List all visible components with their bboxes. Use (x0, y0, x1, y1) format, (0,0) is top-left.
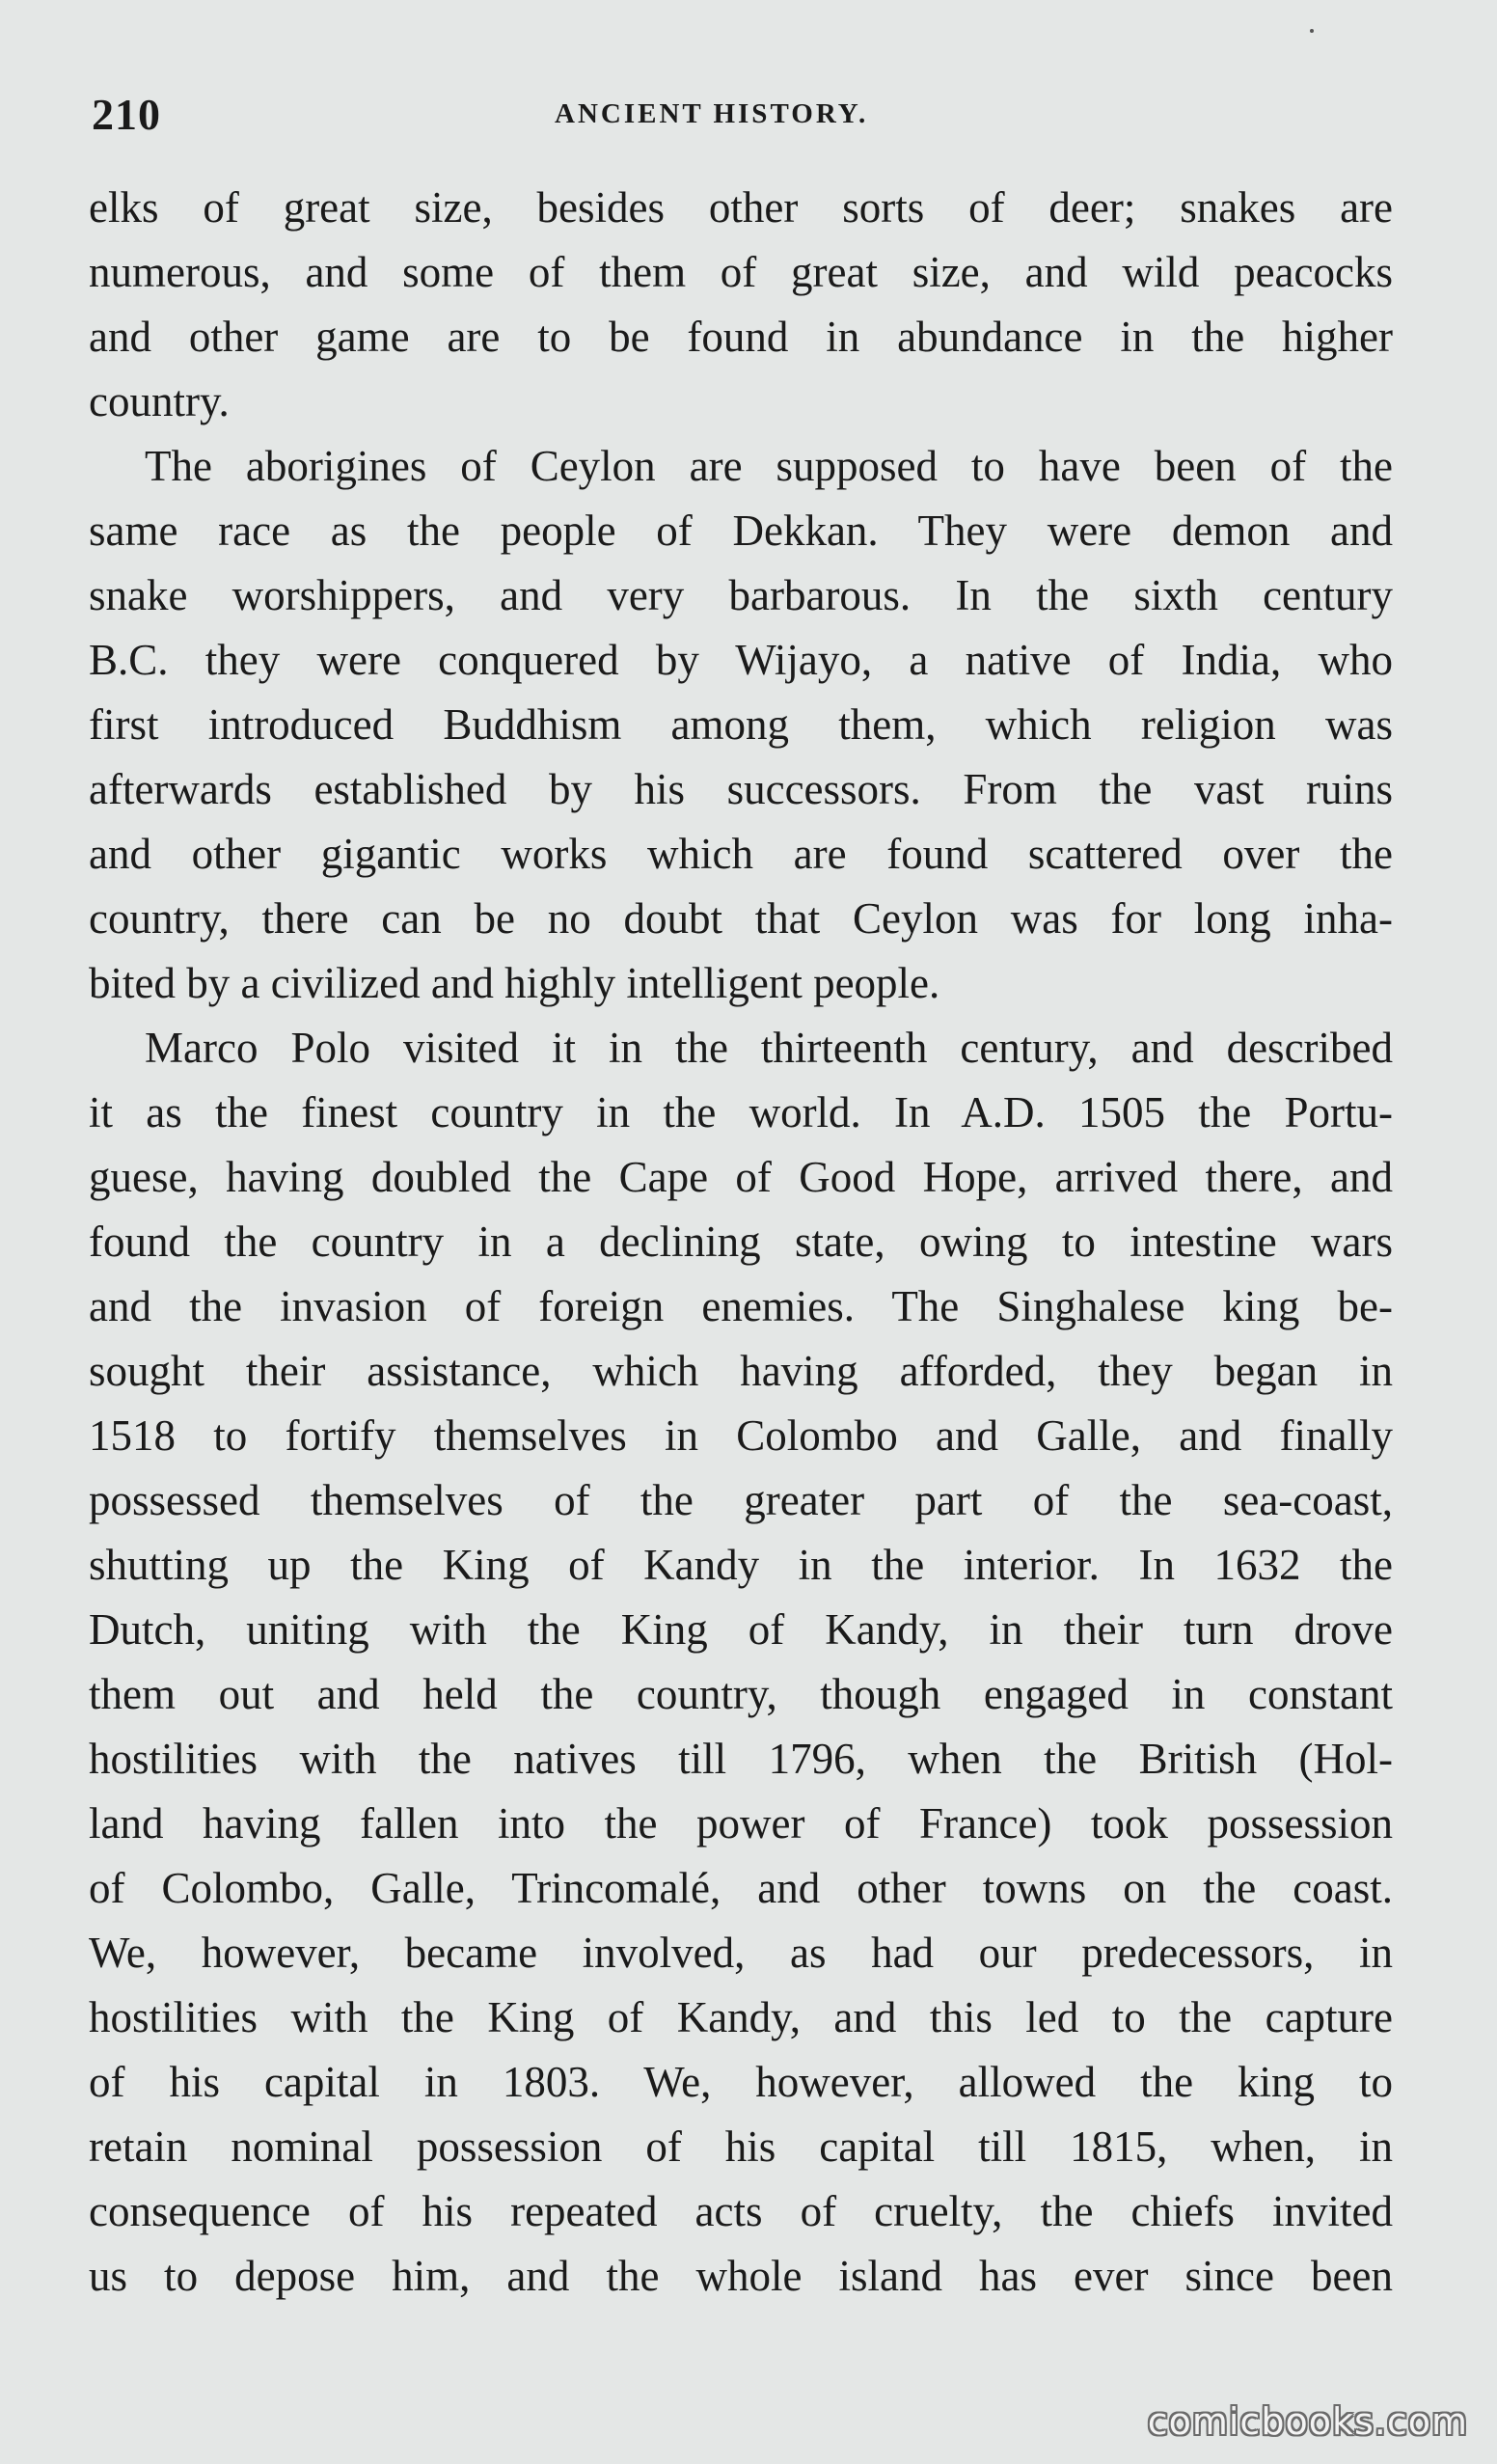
text-line: hostilities with the natives till 1796, when the British (Hol- (89, 1735, 1393, 1783)
text-line: shutting up the King of Kandy in the interior. In 1632 the (89, 1541, 1393, 1589)
running-title: ANCIENT HISTORY. (555, 98, 869, 129)
text-line: of his capital in 1803. We, however, allowed the king to (89, 2058, 1393, 2106)
text-line: land having fallen into the power of France) took possession (89, 1799, 1393, 1848)
text-line: The aborigines of Ceylon are supposed to have been of the (145, 442, 1393, 490)
paragraph-1 (89, 176, 1393, 434)
text-line: and other game are to be found in abundance in the higher (89, 313, 1393, 361)
running-head (92, 89, 1393, 147)
stray-ink-mark (1310, 29, 1314, 33)
text-line: it as the finest country in the world. In A.D. 1505 the Portu- (89, 1088, 1393, 1136)
text-line: country. (89, 377, 230, 425)
text-line: 1518 to fortify themselves in Colombo and Galle, and finally (89, 1411, 1393, 1460)
text-line: possessed themselves of the greater part of the sea-coast, (89, 1476, 1393, 1524)
text-line: Marco Polo visited it in the thirteenth century, and described (145, 1024, 1393, 1072)
text-line: elks of great size, besides other sorts of deer; snakes are (89, 183, 1393, 232)
text-line: of Colombo, Galle, Trincomalé, and other towns on the coast. (89, 1864, 1393, 1912)
text-line: bited by a civilized and highly intelligent people. (89, 959, 940, 1007)
text-line: found the country in a declining state, owing to intestine wars (89, 1218, 1393, 1266)
paragraph-2 (89, 434, 1393, 1016)
text-line: numerous, and some of them of great size, and wild peacocks (89, 248, 1393, 296)
watermark: comicbooks.com (1147, 2400, 1468, 2443)
text-line: us to depose him, and the whole island has ever since been (89, 2252, 1393, 2300)
text-line: snake worshippers, and very barbarous. In the sixth century (89, 571, 1393, 619)
text-line: and other gigantic works which are found scattered over the (89, 830, 1393, 878)
text-line: and the invasion of foreign enemies. The Singhalese king be- (89, 1282, 1393, 1330)
paragraph-3 (89, 1016, 1393, 2309)
text-line: guese, having doubled the Cape of Good Hope, arrived there, and (89, 1153, 1393, 1201)
text-line: same race as the people of Dekkan. They were demon and (89, 506, 1393, 555)
text-line: Dutch, uniting with the King of Kandy, in their turn drove (89, 1605, 1393, 1654)
text-line: consequence of his repeated acts of cruelty, the chiefs invited (89, 2187, 1393, 2235)
text-line: them out and held the country, though engaged in constant (89, 1670, 1393, 1718)
text-line: first introduced Buddhism among them, which religion was (89, 700, 1393, 749)
text-line: afterwards established by his successors. From the vast ruins (89, 765, 1393, 813)
text-line: retain nominal possession of his capital till 1815, when, in (89, 2122, 1393, 2171)
text-line: country, there can be no doubt that Ceylon was for long inha- (89, 894, 1393, 943)
text-line: We, however, became involved, as had our predecessors, in (89, 1929, 1393, 1977)
text-line: hostilities with the King of Kandy, and this led to the capture (89, 1993, 1393, 2041)
body-text (89, 176, 1393, 2309)
text-line: sought their assistance, which having afforded, they began in (89, 1347, 1393, 1395)
page-number: 210 (92, 90, 161, 139)
text-line: B.C. they were conquered by Wijayo, a native of India, who (89, 636, 1393, 684)
